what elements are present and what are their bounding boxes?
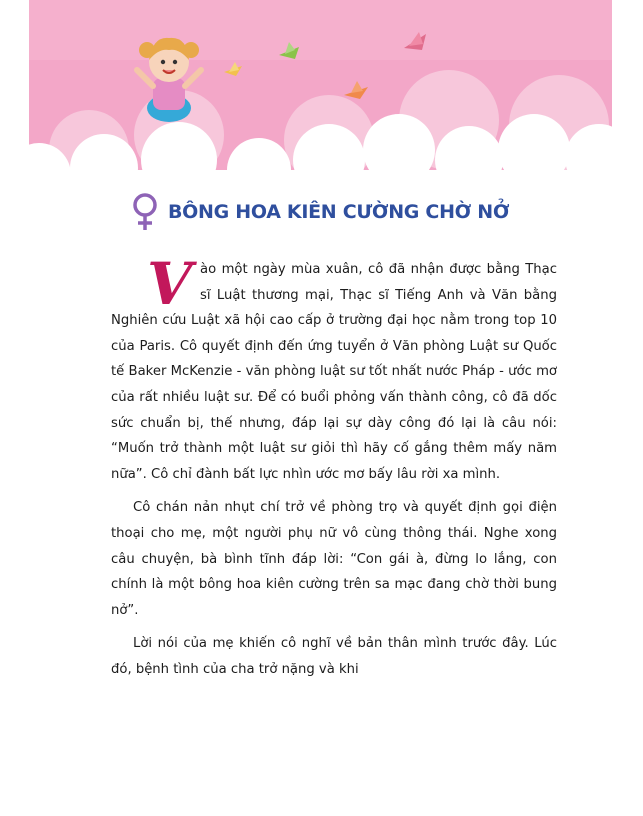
female-symbol-icon [130, 192, 160, 232]
title-row [130, 192, 550, 232]
page-title: BÔNG HOA KIÊN CƯỜNG CHỜ NỞ [168, 201, 510, 223]
paragraph: Lời nói của mẹ khiến cô nghĩ về bản thân mình trước đây. Lúc đó, bệnh tình của cha trở nặng và khi [111, 636, 557, 677]
paragraph: Cô chán nản nhụt chí trở về phòng trọ và quyết định gọi điện thoại cho mẹ, một người phụ nữ vô cùng thông thái. Nghe xong câu chuyện, bà bình tĩnh đáp lời: “Con gái à, đừng lo lắng, con chính là một bông hoa kiên cường trên sa mạc đang chờ thời bung nở”. [111, 500, 557, 618]
paragraph-text: ào một ngày mùa xuân, cô đã nhận được bằng Thạc sĩ Luật thương mại, Thạc sĩ Tiếng Anh và Văn bằng Nghiên cứu Luật xã hội cao cấp ở trường đại học nằm trong top 10 của Paris. Cô quyết định đến ứng tuyển ở Văn phòng Luật sư Quốc tế Baker McKenzie - văn phòng luật sư tốt nhất nước Pháp - ước mơ của rất nhiều luật sư. Để có buổi phỏng vấn thành công, cô đã dốc sức chuẩn bị, thế nhưng, đáp lại sự dày công đó lại là câu nói: “Muốn trở thành một luật sư giỏi thì hãy cố gắng thêm mấy năm nữa”. Cô chỉ đành bất lực nhìn ước mơ bấy lâu rời xa mình. [111, 262, 557, 482]
banner-illustration [29, 0, 612, 185]
drop-cap: V [147, 250, 193, 318]
paragraph [111, 250, 557, 487]
article-body [111, 250, 557, 691]
header-banner [29, 0, 612, 185]
